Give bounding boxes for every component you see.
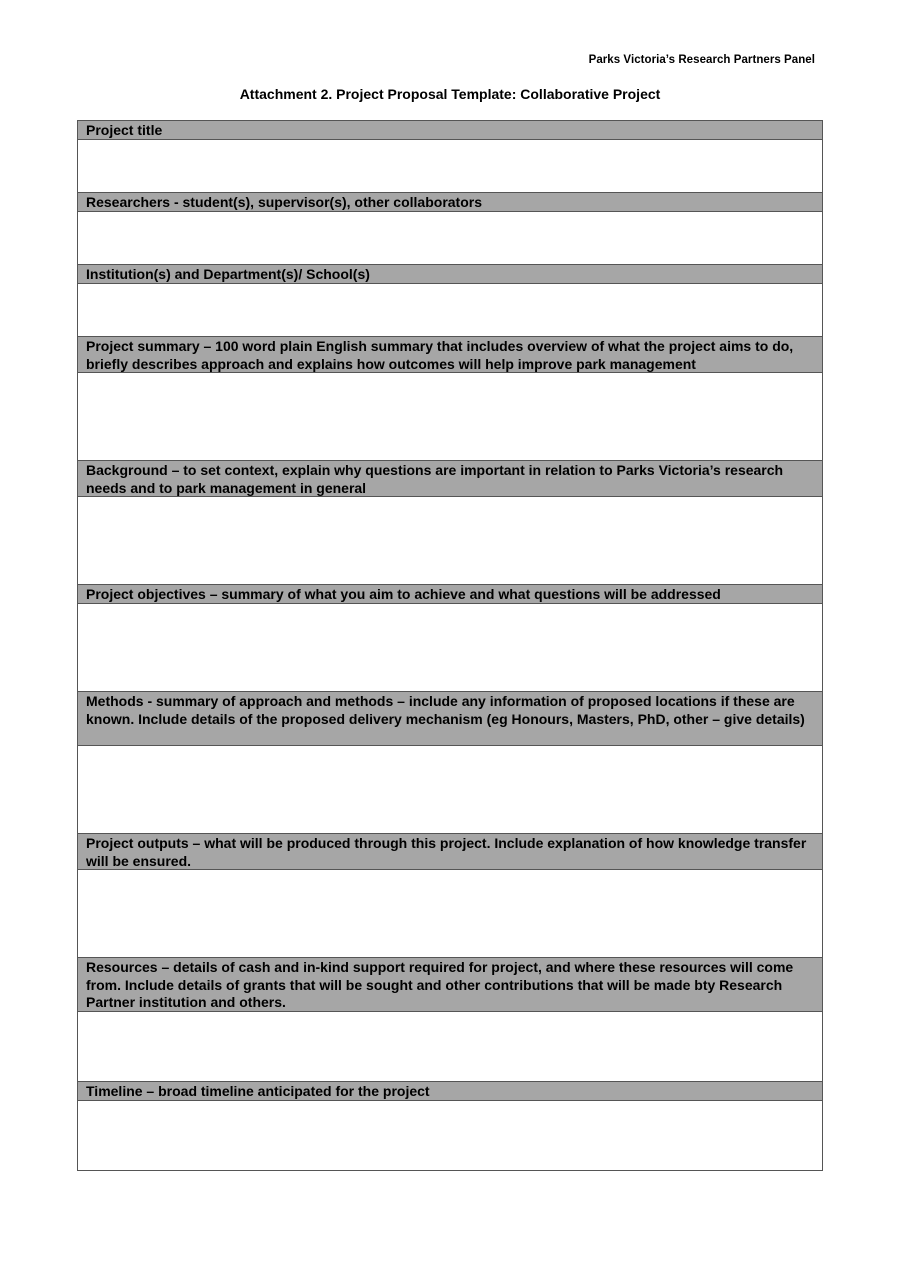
section-label: Project outputs – what will be produced through this project. Include explanation of how knowledge transfer will be ensured.	[78, 834, 822, 870]
project-objectives-field[interactable]	[78, 604, 822, 692]
section-resources	[78, 958, 822, 1082]
section-methods	[78, 692, 822, 834]
proposal-form-table	[77, 120, 823, 1171]
project-title-field[interactable]	[78, 140, 822, 193]
document-title: Attachment 2. Project Proposal Template: Collaborative Project	[239, 86, 661, 102]
section-background	[78, 461, 822, 585]
background-field[interactable]	[78, 497, 822, 585]
project-summary-field[interactable]	[78, 373, 822, 461]
project-outputs-field[interactable]	[78, 870, 822, 958]
section-label: Project title	[78, 121, 822, 140]
resources-field[interactable]	[78, 1012, 822, 1082]
section-project-title	[78, 121, 822, 193]
researchers-field[interactable]	[78, 212, 822, 265]
section-timeline	[78, 1082, 822, 1170]
institutions-field[interactable]	[78, 284, 822, 337]
section-label: Institution(s) and Department(s)/ School(s)	[78, 265, 822, 284]
methods-field[interactable]	[78, 746, 822, 834]
panel-name: Parks Victoria’s Research Partners Panel	[588, 54, 815, 66]
section-label: Researchers - student(s), supervisor(s), other collaborators	[78, 193, 822, 212]
section-label: Project summary – 100 word plain English summary that includes overview of what the project aims to do, briefly describes approach and explains how outcomes will help improve park management	[78, 337, 822, 373]
section-label: Project objectives – summary of what you aim to achieve and what questions will be addressed	[78, 585, 822, 604]
section-project-outputs	[78, 834, 822, 958]
section-project-objectives	[78, 585, 822, 692]
section-label: Methods - summary of approach and methods – include any information of proposed locations if these are known. Include details of the proposed delivery mechanism (eg Honours, Masters, PhD, other – give details)	[78, 692, 822, 746]
section-researchers	[78, 193, 822, 265]
section-project-summary	[78, 337, 822, 461]
section-label: Timeline – broad timeline anticipated for the project	[78, 1082, 822, 1101]
timeline-field[interactable]	[78, 1101, 822, 1170]
section-label: Background – to set context, explain why questions are important in relation to Parks Victoria’s research needs and to park management in general	[78, 461, 822, 497]
section-label: Resources – details of cash and in-kind support required for project, and where these resources will come from. Include details of grants that will be sought and other contributions that will be made bty Research Partner institution and others.	[78, 958, 822, 1012]
section-institutions	[78, 265, 822, 337]
